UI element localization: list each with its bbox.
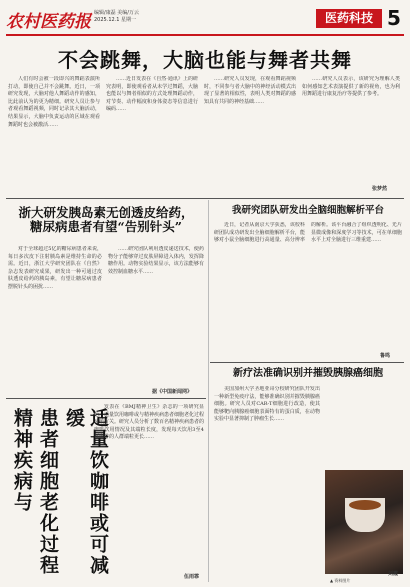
coffee-title-col-3: 适量饮咖啡或可减缓 [63, 408, 109, 576]
insulin-title-line-2: 糖尿病患者有望“告别针头” [30, 219, 182, 235]
photo-caption: ▲ 资料图片 [330, 578, 351, 583]
right-divider [210, 362, 404, 363]
lead-headline: 不会跳舞，大脑也能与舞者共舞 [58, 48, 352, 72]
insulin-byline: 据《中国新闻网》 [152, 389, 193, 395]
cancer-therapy-title: 新疗法准确识别并摧毁胰腺癌细胞 [233, 368, 383, 379]
page-number: 5 [387, 6, 401, 30]
left-divider [6, 398, 206, 399]
coffee-photo [325, 470, 403, 574]
drink-surface [349, 500, 381, 510]
issue-date: 2025.12.1 星期一 [94, 17, 137, 23]
insulin-title-line-1: 浙大研发胰岛素无创透皮给药， [18, 205, 194, 220]
editor-line: 编辑/康磊 美编/万云 [94, 10, 139, 16]
coffee-title-col-1: 精神疾病与 [11, 408, 33, 513]
brain-platform-byline: 鲁鸣 [380, 353, 391, 359]
insulin-col-1: 对于全球超过5亿的糖尿病患者来说，每日多次皮下注射胰岛素是维持生命的必需。近日，浙江大学研究团队在《自然》杂志发表研究成果，研发出一种可通过皮肤透皮给药的胰岛素，有望让糖尿病患者摆脱针头的困扰…… [8, 246, 102, 290]
brain-platform-body: 近日，记者从南京大学获悉，该校科研团队成功研发出全脑细胞解析平台，能够对小鼠全脑细胞进行高通量、高分辨率的解析。该平台融合了组织透明化、光片显微成像和深度学习等技术，可在单细胞水平上对全脑进行三维重建…… [214, 222, 402, 244]
newspaper-logo: 农村医药报 [6, 12, 91, 32]
insulin-col-2: ……研究团队利用透皮递送技术，使药物分子能够穿过皮肤屏障进入体内，发挥降糖作用。动物实验结果显示，该方法能够有效控制血糖水平…… [108, 246, 204, 275]
coffee-body: 发表在《BMJ精神卫生》杂志的一项研究显示，适量饮用咖啡或与精神疾病患者细胞老化过程减缓有关。研究人员分析了数百名精神疾病患者的咖啡饮用情况及其端粒长度，发现每天饮用3至4杯咖啡的人群端粒更长…… [94, 404, 204, 441]
lead-col-1: 人们有时会被一段即兴的舞蹈表演所打动，即使自己并不会跳舞。近日，一项研究发现，大脑对他人舞蹈动作的感知，比此前认为的更为精细。研究人员让参与者观看舞蹈视频，同时记录其大脑活动，结果显示，大脑中负责运动的区域在观看舞蹈时也会被激活…… [8, 76, 100, 128]
cancer-therapy-byline: 刘霞 [388, 571, 399, 577]
section-tag: 医药科技 [316, 9, 382, 28]
masthead [6, 4, 404, 34]
section-divider [6, 198, 404, 199]
coffee-title-col-2: 患者细胞老化过程 [37, 408, 59, 576]
column-divider [208, 200, 209, 582]
lead-col-2: ……近日发表在《自然·通讯》上的研究表明，即使观看者从未学过舞蹈，大脑也能以与舞者相似的方式处理舞蹈动作，对节奏、动作幅度和身体姿态等信息进行编码…… [106, 76, 198, 113]
lead-byline: 张梦然 [372, 186, 388, 192]
lead-col-4: ……研究人员表示，该研究为理解人类如何感知艺术表演提供了新的视角，也为利用舞蹈进行康复治疗等提供了参考。 [302, 76, 400, 98]
masthead-rule [6, 34, 404, 36]
issue-meta [94, 10, 139, 24]
lead-col-3: ……研究人员发现，在观看舞蹈视频时，不同参与者大脑中的神经活动模式出现了显著的相似性，表明人类对舞蹈的感知具有共同的神经基础…… [204, 76, 296, 105]
cancer-therapy-col-1: 美国加州大学圣地亚哥分校研究团队开发出一种新型免疫疗法，能够准确识别并摧毁胰腺癌细胞。研究人员对CAR-T细胞进行改造，使其能够靶向胰腺癌细胞表面特有的蛋白质，在动物实验中显著抑制了肿瘤生长…… [214, 386, 320, 423]
coffee-byline: 伍雨霏 [184, 574, 200, 580]
cancer-therapy-col-2 [326, 386, 402, 466]
insulin-title [8, 206, 204, 235]
brain-platform-title: 我研究团队研发出全脑细胞解析平台 [231, 205, 384, 216]
